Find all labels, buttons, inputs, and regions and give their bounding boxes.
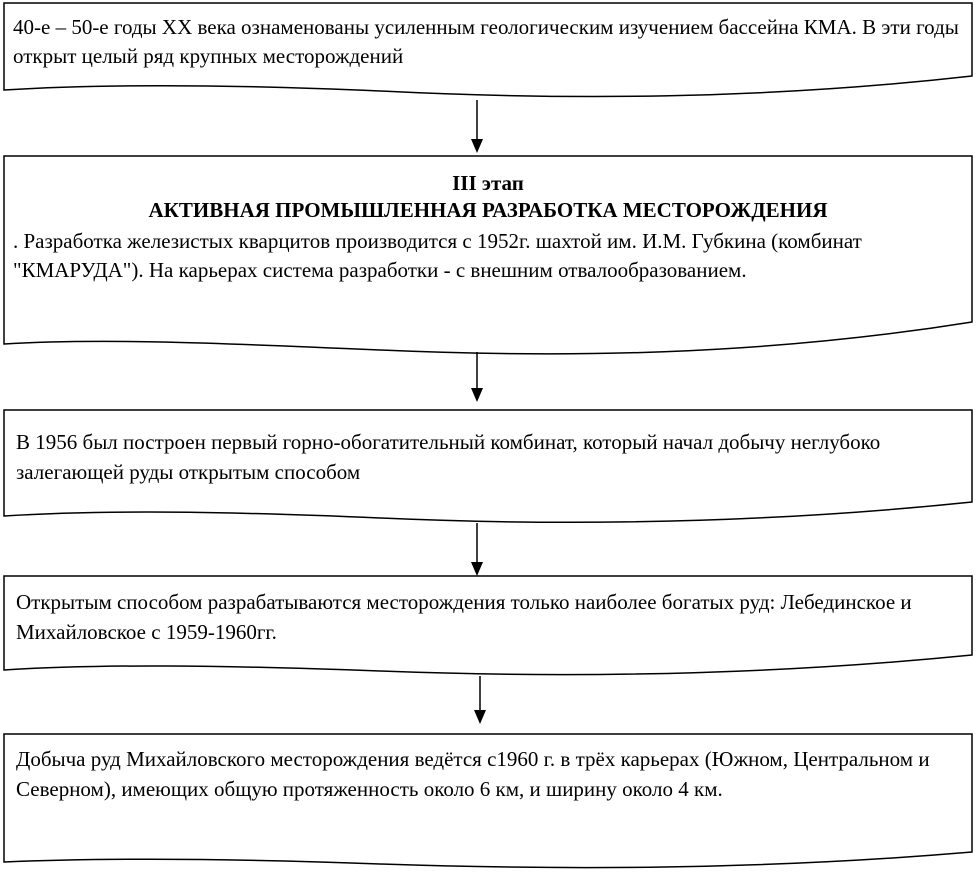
arrow-3-head: [471, 562, 483, 576]
stage-label: III этап: [452, 171, 524, 195]
block-3-text: В 1956 был построен первый горно-обогатительный комбинат, который начал добычу неглубоко залегающей руды открытым способом: [16, 430, 881, 484]
block-2-title: [10, 170, 966, 224]
stage-heading: АКТИВНАЯ ПРОМЫШЛЕННАЯ РАЗРАБОТКА МЕСТОРОЖДЕНИЯ: [148, 198, 828, 222]
block-5-text: Добыча руд Михайловского месторождения ведётся с1960 г. в трёх карьерах (Южном, Центральном и Северном), имеющих общую протяженность около 6 км, и ширину около 4 км.: [16, 747, 930, 801]
arrow-1-head: [471, 139, 483, 153]
block-4-text: Открытым способом разрабатываются месторождения только наиболее богатых руд: Лебединское и Михайловское с 1959-1960гг.: [16, 590, 912, 644]
arrow-2-head: [471, 388, 483, 402]
block-1-text: 40-е – 50-е годы ХХ века ознаменованы усиленным геологическим изучением бассейна КМА. В эти годы открыт целый ряд крупных месторождений: [13, 15, 959, 68]
block-2-text: . Разработка железистых кварцитов производится с 1952г. шахтой им. И.М. Губкина (комбинат "КМАРУДА"). На карьерах система разработки - с внешним отвалообразованием.: [13, 229, 862, 282]
arrow-4-head: [474, 710, 486, 724]
